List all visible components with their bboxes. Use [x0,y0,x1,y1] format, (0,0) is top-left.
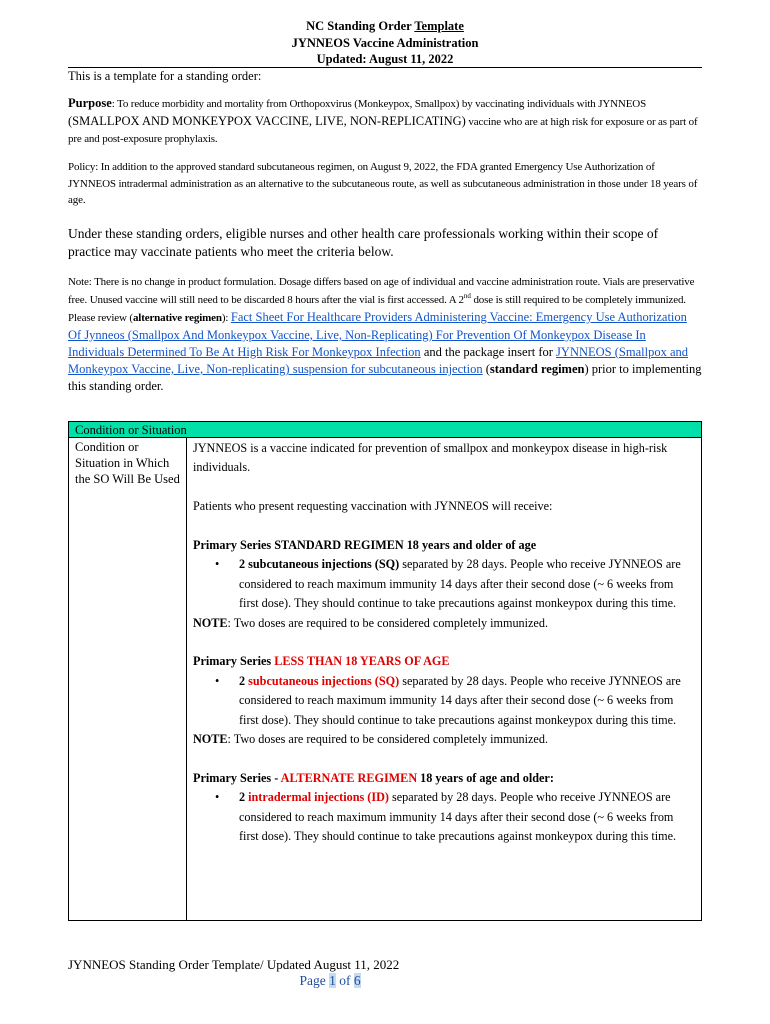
intro-text: This is a template for a standing order: [68,69,262,83]
column-divider [186,438,187,920]
fact-sheet-link[interactable]: Fact Sheet For Healthcare Providers Administering Vaccine: Emergency Use Authorization Of Jynneos (Smallpox And Monkeypox Vaccine, Live, Non-Replicating) For Prevention Of Monkeypox Disease In Individuals Determined To Be At High Risk For Monkeypox Infection [68,310,687,359]
title-template-word: Template [414,19,464,33]
current-page: 1 [329,973,336,988]
vaccine-description: JYNNEOS is a vaccine indicated for prevention of smallpox and monkeypox disease in high-risk individuals. [193,441,668,475]
title-line-2: JYNNEOS Vaccine Administration [291,36,479,50]
alternate-regimen-bullet: • 2 intradermal injections (ID) separated by 28 days. People who receive JYNNEOS are considered to reach maximum immunity 14 days after their second dose (~ 6 weeks from first dose). They should continue to take precautions against monkeypox during this time. [215,790,677,844]
purpose-paragraph: Purpose: To reduce morbidity and mortality from Orthopoxvirus (Monkeypox, Smallpox) by vaccinating individuals with JYNNEOS (SMALLPOX AND MONKEYPOX VACCINE, LIVE, NON-REPLICATING) vaccine who are at high risk for exposure or as part of pre and post-exposure prophylaxis. [68,96,698,145]
standing-order-paragraph: Under these standing orders, eligible nurses and other health care professionals working within their scope of practice may vaccinate patients who meet the criteria below. [68,226,659,259]
under-18-title: Primary Series LESS THAN 18 YEARS OF AGE [193,654,450,669]
alternate-regimen-title: Primary Series - ALTERNATE REGIMEN 18 years of age and older: [193,770,554,785]
under-18-bullet: • 2 subcutaneous injections (SQ) separated by 28 days. People who receive JYNNEOS are considered to reach maximum immunity 14 days after their second dose (~ 6 weeks from first dose). They should continue to take precautions against monkeypox during this time. [215,673,681,727]
page-footer: JYNNEOS Standing Order Template/ Updated August 11, 2022 [68,957,400,972]
patients-statement: Patients who present requesting vaccination with JYNNEOS will receive: [193,499,553,514]
right-cell-content [193,439,693,846]
policy-paragraph: Policy: In addition to the approved standard subcutaneous regimen, on August 9, 2022, the FDA granted Emergency Use Authorization of JYNNEOS intradermal administration as an alternative to the subcutaneous route, as well as subcutaneous administration in those under 18 years of age. [68,161,698,206]
standard-note: NOTE: Two doses are required to be considered completely immunized. [193,615,548,630]
package-insert-link[interactable]: JYNNEOS (Smallpox and Monkeypox Vaccine, Live, Non-replicating) suspension for subcutaneous injection [68,345,688,376]
title-line-1: NC Standing Order Template [306,19,464,33]
note-paragraph: Note: There is no change in product formulation. Dosage differs based on age of individual and vaccine administration route. Vials are preservative free. Unused vaccine will still need to be discarded 8 hours after the vial is first accessed. A 2nd dose is still required to be completely immunized. Please review (alternative regimen): Fact Sheet For Healthcare Providers Administering Vaccine: Emergency Use Authorization Of Jynneos (Smallpox And Monkeypox Vaccine, Live, Non-Replicating) For Prevention Of Monkeypox Disease In Individuals Determined To Be At High Risk For Monkeypox Infection and the package insert for JYNNEOS (Smallpox and Monkeypox Vaccine, Live, Non-replicating) suspension for subcutaneous injection (standard regimen) prior to implementing this standing order. [68,276,702,393]
purpose-label: Purpose [68,96,112,110]
page-indicator: Page 1 of 6 [299,973,361,988]
condition-table [68,421,702,921]
standard-regimen-title: Primary Series STANDARD REGIMEN 18 years and older of age [193,538,537,552]
under-18-note: NOTE: Two doses are required to be considered completely immunized. [193,732,548,747]
table-header: Condition or Situation [69,422,701,438]
title-line-3: Updated: August 11, 2022 [316,52,454,66]
left-cell-label: Condition or Situation in Which the SO Will Be Used [75,440,180,486]
standard-regimen-bullet: • 2 subcutaneous injections (SQ) separated by 28 days. People who receive JYNNEOS are considered to reach maximum immunity 14 days after their second dose (~ 6 weeks from first dose). They should continue to take precautions against monkeypox during this time. [215,557,681,611]
total-pages: 6 [353,973,361,988]
